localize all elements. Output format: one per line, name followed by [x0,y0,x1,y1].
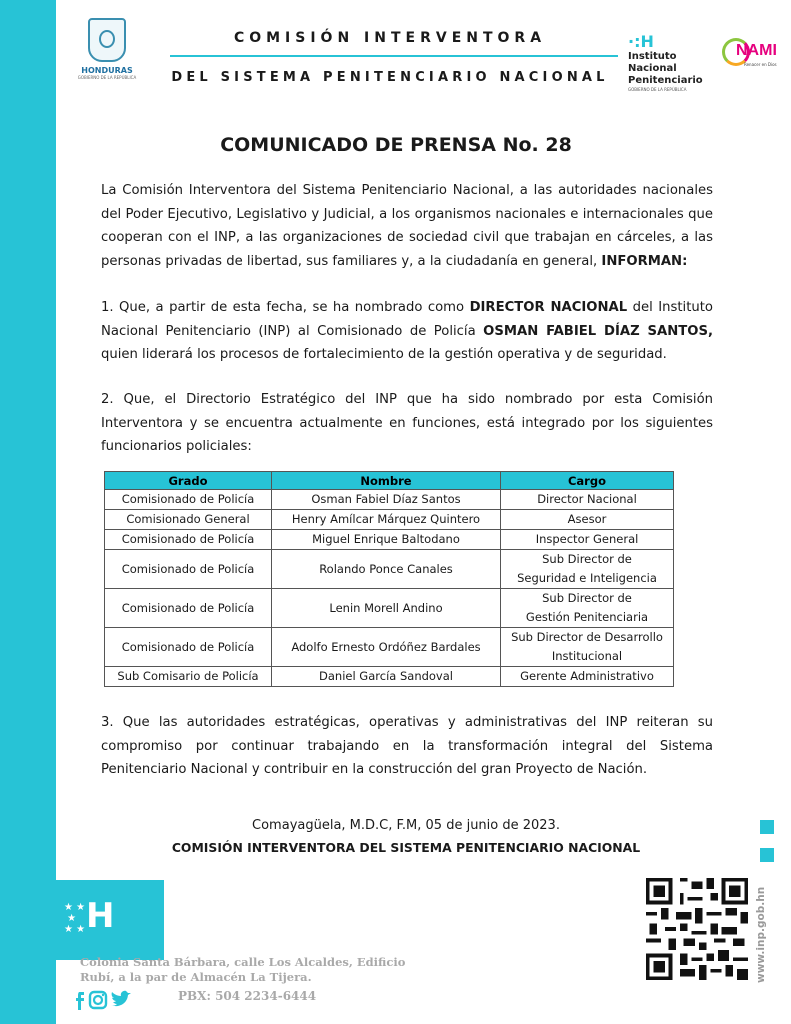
point-3-paragraph: 3. Que las autoridades estratégicas, operativas y administrativas del INP reiteran su compromiso por continuar trabajando en la transformación integral del Sistema Penitenciario Nacional y contribuir en la construcción del gran Proyecto de Nación. [101,715,713,777]
cell-cargo: Sub Director de Seguridad e Inteligencia [501,550,674,589]
cell-grado: Comisionado de Policía [105,530,272,550]
signature-date: Comayagüela, M.D.C, F.M, 05 de junio de 2023. [252,818,560,833]
instagram-icon[interactable] [90,992,106,1008]
country-label: HONDURAS [81,66,133,75]
footer-phone: PBX: 504 2234-6444 [178,989,317,1003]
coat-of-arms-icon [88,18,126,62]
intro-paragraph: La Comisión Interventora del Sistema Penitenciario Nacional, a las autoridades nacionales del Poder Ejecutivo, Legislativo y Judicial, a los organismos nacionales e internacionales que cooperan con el INP, a las organizaciones de sociedad civil que trabajan en cárceles, a las personas privadas de libertad, sus familiares y, a la ciudadanía en general, INFORMAN: [101,183,713,269]
page-title: COMUNICADO DE PRENSA No. 28 [220,134,572,156]
column-header-grado: Grado [105,472,272,490]
website-url-vertical[interactable]: www.inp.gob.hn [755,886,767,983]
cell-grado: Comisionado de Policía [105,490,272,510]
point-1-paragraph: 1. Que, a partir de esta fecha, se ha nombrado como DIRECTOR NACIONAL del Instituto Nacional Penitenciario (INP) al Comisionado de Policía OSMAN FABIEL DÍAZ SANTOS, quien liderará los procesos de fortalecimiento de la gestión operativa y de seguridad. [101,300,714,362]
column-header-nombre: Nombre [272,472,501,490]
footer-address: Colonia Santa Bárbara, calle Los Alcaldes, Edificio Rubí, a la par de Almacén La Tijera. [80,955,406,984]
cell-grado: Comisionado de Policía [105,628,272,667]
cell-nombre: Henry Amílcar Márquez Quintero [272,510,501,530]
twitter-icon[interactable] [111,991,131,1006]
table-row [105,589,674,628]
table-row [105,628,674,667]
cell-nombre: Daniel García Sandoval [272,667,501,687]
nami-text: NAMI [736,42,777,59]
inp-name-2: Penitenciario [628,75,703,86]
cell-grado: Comisionado General [105,510,272,530]
header-title-line2: DEL SISTEMA PENITENCIARIO NACIONAL [171,70,609,85]
table-row [105,530,674,550]
left-accent-bar [0,0,56,880]
table-row [105,550,674,589]
inp-logo [628,32,720,92]
nami-logo [722,36,780,76]
cell-cargo: Sub Director de Gestión Penitenciaria [501,589,674,628]
point-2-paragraph: 2. Que, el Directorio Estratégico del INP que ha sido nombrado por esta Comisión Interventora y se encuentra actualmente en funciones, está integrado por los siguientes funcionarios policiales: [101,392,713,454]
inp-sub: GOBIERNO DE LA REPÚBLICA [628,87,687,92]
decor-square [760,820,774,834]
footer-accent-strip [0,960,56,1024]
nami-sub: Renacer en Dios [744,62,777,67]
cell-grado: Comisionado de Policía [105,550,272,589]
cell-cargo: Sub Director de Desarrollo Institucional [501,628,674,667]
country-sub-label: GOBIERNO DE LA REPÚBLICA [77,75,137,80]
cell-cargo: Asesor [501,510,674,530]
cell-cargo: Gerente Administrativo [501,667,674,687]
cell-grado: Sub Comisario de Policía [105,667,272,687]
inp-mark: ·:H [628,32,654,51]
cell-nombre: Rolando Ponce Canales [272,550,501,589]
decor-square [760,848,774,862]
honduras-coat-of-arms [76,18,138,90]
cell-nombre: Adolfo Ernesto Ordóñez Bardales [272,628,501,667]
footer-h-logo: H [86,896,116,936]
directorate-table [104,471,674,687]
table-row [105,510,674,530]
table-header-row [105,472,674,490]
header-title-line1: COMISIÓN INTERVENTORA [233,30,547,46]
cell-cargo: Inspector General [501,530,674,550]
signature-name: COMISIÓN INTERVENTORA DEL SISTEMA PENITENCIARIO NACIONAL [171,840,641,855]
cell-grado: Comisionado de Policía [105,589,272,628]
header-divider [170,55,618,57]
cell-cargo: Director Nacional [501,490,674,510]
cell-nombre: Osman Fabiel Díaz Santos [272,490,501,510]
cell-nombre: Miguel Enrique Baltodano [272,530,501,550]
cell-nombre: Lenin Morell Andino [272,589,501,628]
table-row [105,667,674,687]
stars-icon: ★ ★ ★ ★ ★ [64,902,86,935]
table-row [105,490,674,510]
qr-code[interactable] [642,874,752,984]
facebook-icon[interactable] [76,992,84,1010]
social-icons [73,988,137,1012]
inp-name-1: Instituto Nacional [628,51,677,74]
column-header-cargo: Cargo [501,472,674,490]
